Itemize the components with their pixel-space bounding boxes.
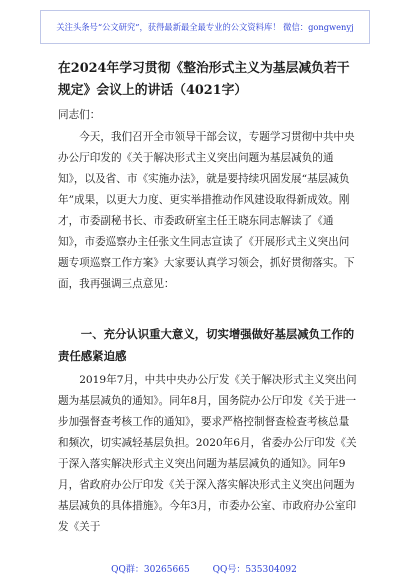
qq-number-label: QQ号：535304092	[212, 565, 297, 575]
section-heading-1: 一、充分认识重大意义，切实增强做好基层减负工作的责任感紧迫感	[58, 327, 355, 363]
paragraph-section-1: 2019年7月，中共中央办公厅发《关于解决形式主义突出问题为基层减负的通知》。同年8月，国务院办公厅印发《关于进一步加强督查考核工作的通知》，要求严格控制督查检查考核总量和频次，切实减轻基层负担。2020年6月，省委办公厅印发《关于深入落实解决形式主义突出问题为基层减负的通知》。同年9月，省政府办公厅印发《关于深入落实解决形式主义突出问题为基层减负的具体措施》。今年3月，市委办公室、市政府办公室印发《关于	[58, 374, 357, 533]
contact-footer	[0, 562, 408, 575]
document-title: 在2024年学习贯彻《整治形式主义为基层减负若干规定》会议上的讲话（4021字）	[58, 61, 350, 98]
salutation: 同志们：	[58, 109, 101, 121]
promo-banner-text: 关注头条号“公文研究”，获得最新最全最专业的公文资料库！ 微信：gongwenyj	[56, 22, 354, 32]
qq-group-label: QQ群：30265665	[111, 565, 190, 575]
promo-banner	[40, 10, 370, 44]
paragraph-intro: 今天，我们召开全市领导干部会议，专题学习贯彻中共中央办公厅印发的《关于解决形式主义突出问题为基层减负的通知》，以及省、市《实施办法》，就是要持续巩固发展“基层减负年”成果，以更大力度、更实举措推动作风建设取得新成效。刚才，市委副秘书长、市委政研室主任王晓东同志解读了《通知》，市委巡察办主任张文生同志宣读了《开展形式主义突出问题专项巡察工作方案》大家要认真学习领会，抓好贯彻落实。下面，我再强调三点意见：	[58, 131, 355, 290]
